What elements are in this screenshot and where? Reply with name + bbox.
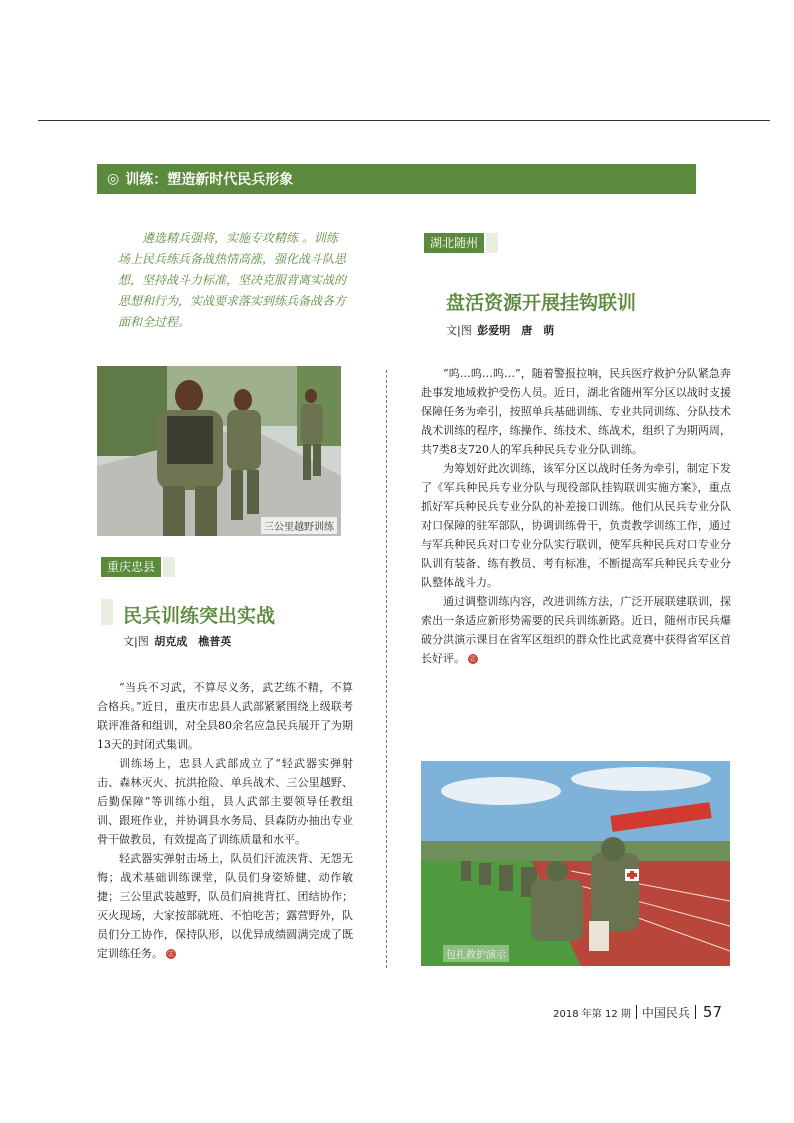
footer-separator	[695, 1005, 696, 1019]
paragraph: “呜…呜…呜…”，随着警报拉响，民兵医疗救护分队紧急奔赴事发地域救护受伤人员。近日，湖北省随州军分区以战时支援保障任务为牵引，按照单兵基础训练、专业共同训练、分队技术战术训练的程序，练操作、练技术、练战术，组织了为期两周，共7类8支720人的军兵种民兵专业分队训练。	[421, 367, 731, 456]
photo-cross-country-training	[97, 366, 341, 536]
byline	[123, 633, 231, 649]
column-divider	[386, 370, 387, 968]
byline-prefix: 文|图	[446, 324, 472, 337]
article-title: 盘活资源开展挂钩联训	[446, 292, 637, 314]
article-body	[97, 678, 353, 963]
paragraph-text: 通过调整训练内容，改进训练方法，广泛开展联建联训，探索出一条适应新形势需要的民兵训练新路。近日，随州市民兵爆破分洪演示课目在省军区组织的群众性比武竞赛中获得省军区首长好评。	[421, 595, 731, 665]
issue-number: 2018 年第 12 期	[553, 1008, 631, 1020]
page-number: 57	[702, 1003, 722, 1021]
byline-authors: 彭爱明 唐 萌	[477, 324, 555, 337]
bullet-icon: ◎	[107, 171, 120, 187]
paragraph: 训练场上，忠县人武部成立了“轻武器实弹射击、森林灭火、抗洪抢险、单兵战术、三公里越野、后勤保障”等训练小组，县人武部主要领导任教组训、跟班作业，并协调县水务局、县森防办抽出专业骨干做教员，有效提高了训练质量和水平。	[97, 757, 353, 846]
magazine-name: 中国民兵	[641, 1005, 690, 1020]
photo-caption: 三公里越野训练	[261, 517, 337, 534]
region-tag: 湖北随州	[424, 233, 484, 253]
article-body	[421, 364, 731, 668]
photo-first-aid-demo	[421, 761, 730, 966]
photo-caption: 包扎救护演示	[443, 945, 509, 962]
footer-separator	[636, 1005, 637, 1019]
page-footer	[553, 1003, 722, 1021]
section-lead: 遴选精兵强将，实施专攻精练 。训练场上民兵练兵备战热情高涨，强化战斗队思想，坚持战斗力标准，坚决克服背离实战的思想和行为，实战要求落实到练兵备战各方面和全过程。	[118, 231, 347, 329]
paragraph-text: 轻武器实弹射击场上，队员们汗流浃背、无怨无悔；战术基础训练课堂，队员们身姿矫健、动作敏捷；三公里武装越野，队员们肩挑背扛、团结协作；灭火现场，大家按部就班、不怕吃苦；露营野外，队员们分工协作，保持队形，以优异成绩圆满完成了既定训练任务。	[97, 852, 353, 960]
paragraph: 为筹划好此次训练，该军分区以战时任务为牵引，制定下发了《军兵种民兵专业分队与现役部队挂钩联训实施方案》，重点抓好军兵种民兵专业分队的补差接口训练。他们从民兵专业分队对口保障的驻军部队，协调训练骨干，负责教学训练工作，通过与军兵种民兵对口专业分队实行联训，使军兵种民兵对口专业分队训有装备、练有教员、考有标准，不断提高军兵种民兵专业分队整体战斗力。	[421, 462, 731, 589]
byline	[446, 322, 554, 338]
article-title: 民兵训练突出实战	[123, 601, 275, 628]
section-title: 训练：塑造新时代民兵形象	[125, 172, 294, 188]
section-banner	[97, 164, 696, 194]
paragraph	[97, 849, 353, 963]
byline-authors: 胡克成 樵普英	[154, 635, 232, 648]
region-tag: 重庆忠县	[101, 557, 161, 577]
paragraph: “当兵不习武，不算尽义务，武艺练不精，不算合格兵。”近日，重庆市忠县人武部紧紧围绕上级联考联评准备和组训，对全县80余名应急民兵展开了为期13天的封闭式集训。	[97, 681, 353, 751]
top-rule	[38, 120, 770, 121]
byline-prefix: 文|图	[123, 635, 149, 648]
end-mark-icon: ㊣	[469, 655, 477, 663]
paragraph	[421, 592, 731, 668]
end-mark-icon: ㊣	[167, 950, 175, 958]
